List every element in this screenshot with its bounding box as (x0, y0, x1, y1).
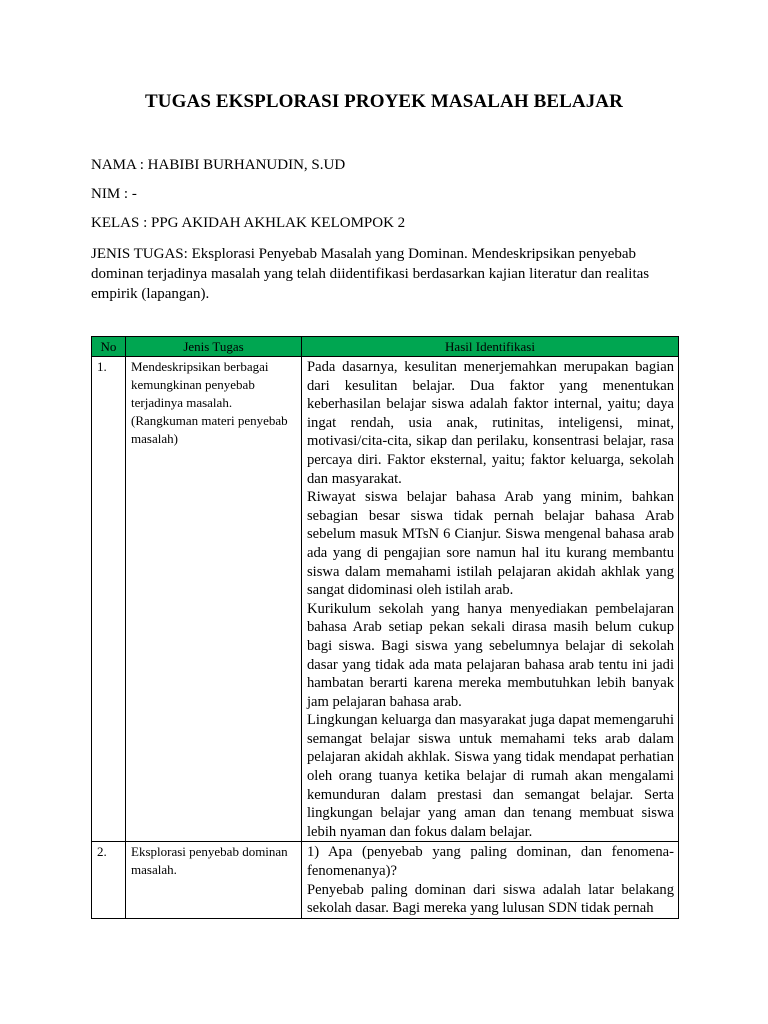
row-jenis-tugas: Eksplorasi penyebab dominan masalah. (126, 842, 302, 918)
row-hasil-identifikasi (302, 842, 679, 918)
table-row (92, 357, 679, 842)
table-header-row (92, 337, 679, 357)
row-jenis-tugas: Mendeskripsikan berbagai kemungkinan penyebab terjadinya masalah. (Rangkuman materi penyebab masalah) (126, 357, 302, 842)
nim-line: NIM : - (91, 186, 137, 202)
nama-line: NAMA : HABIBI BURHANUDIN, S.UD (91, 157, 346, 173)
row-number: 2. (92, 842, 126, 918)
header-no: No (92, 337, 126, 357)
identification-table (91, 336, 679, 919)
row-hasil-identifikasi (302, 357, 679, 842)
hasil-paragraph: Penyebab paling dominan dari siswa adalah latar belakang sekolah dasar. Bagi mereka yang lulusan SDN tidak pernah (307, 881, 674, 917)
header-jenis-tugas: Jenis Tugas (126, 337, 302, 357)
hasil-paragraph: Kurikulum sekolah yang hanya menyediakan pembelajaran bahasa Arab setiap pekan sekali dirasa masih belum cukup bagi siswa. Bagi siswa yang sebelumnya belajar di sekolah dasar yang tidak ada mata pelajaran bahasa arab tentu ini jadi hambatan berarti karena mereka membutuhkan lebih banyak jam pelajaran bahasa arab. (307, 600, 674, 710)
hasil-paragraph: Pada dasarnya, kesulitan menerjemahkan merupakan bagian dari kesulitan belajar. Dua faktor yang menentukan keberhasilan belajar siswa adalah faktor internal, yaitu; daya ingat rendah, usia anak, rutinitas, inteligensi, minat, motivasi/cita-cita, sikap dan perilaku, konsentrasi belajar, rasa percaya diri. Faktor eksternal, yaitu; faktor keluarga, sekolah dan masyarakat. (307, 359, 674, 487)
jenis-tugas-paragraph: JENIS TUGAS: Eksplorasi Penyebab Masalah yang Dominan. Mendeskripsikan penyebab dominan terjadinya masalah yang telah diidentifikasi berdasarkan kajian literatur dan realitas empirik (lapangan). (91, 246, 650, 302)
hasil-paragraph: Lingkungan keluarga dan masyarakat juga dapat memengaruhi semangat belajar siswa untuk memahami teks arab dalam pelajaran akidah akhlak. Siswa yang tidak mendapat perhatian oleh orang tuanya ketika belajar di rumah akan mengalami kemunduran dalam prestasi dan semangat belajar. Serta lingkungan belajar yang aman dan tenang membuat siswa lebih nyaman dan fokus dalam belajar. (307, 712, 674, 840)
hasil-paragraph: Riwayat siswa belajar bahasa Arab yang minim, bahkan sebagian besar siswa tidak pernah belajar bahasa Arab sebelum masuk MTsN 6 Cianjur. Siswa mengenal bahasa arab ada yang di pengajian sore namun hal itu kurang membantu siswa dalam memahami istilah pelajaran akidah akhlak yang sangat didominasi oleh istilah arab. (307, 489, 674, 599)
kelas-line: KELAS : PPG AKIDAH AKHLAK KELOMPOK 2 (91, 215, 406, 231)
header-hasil-identifikasi: Hasil Identifikasi (302, 337, 679, 357)
hasil-paragraph: 1) Apa (penyebab yang paling dominan, dan fenomena-fenomenanya)? (307, 844, 674, 880)
document-title: TUGAS EKSPLORASI PROYEK MASALAH BELAJAR (145, 91, 623, 112)
row-number: 1. (92, 357, 126, 842)
table-row (92, 842, 679, 918)
